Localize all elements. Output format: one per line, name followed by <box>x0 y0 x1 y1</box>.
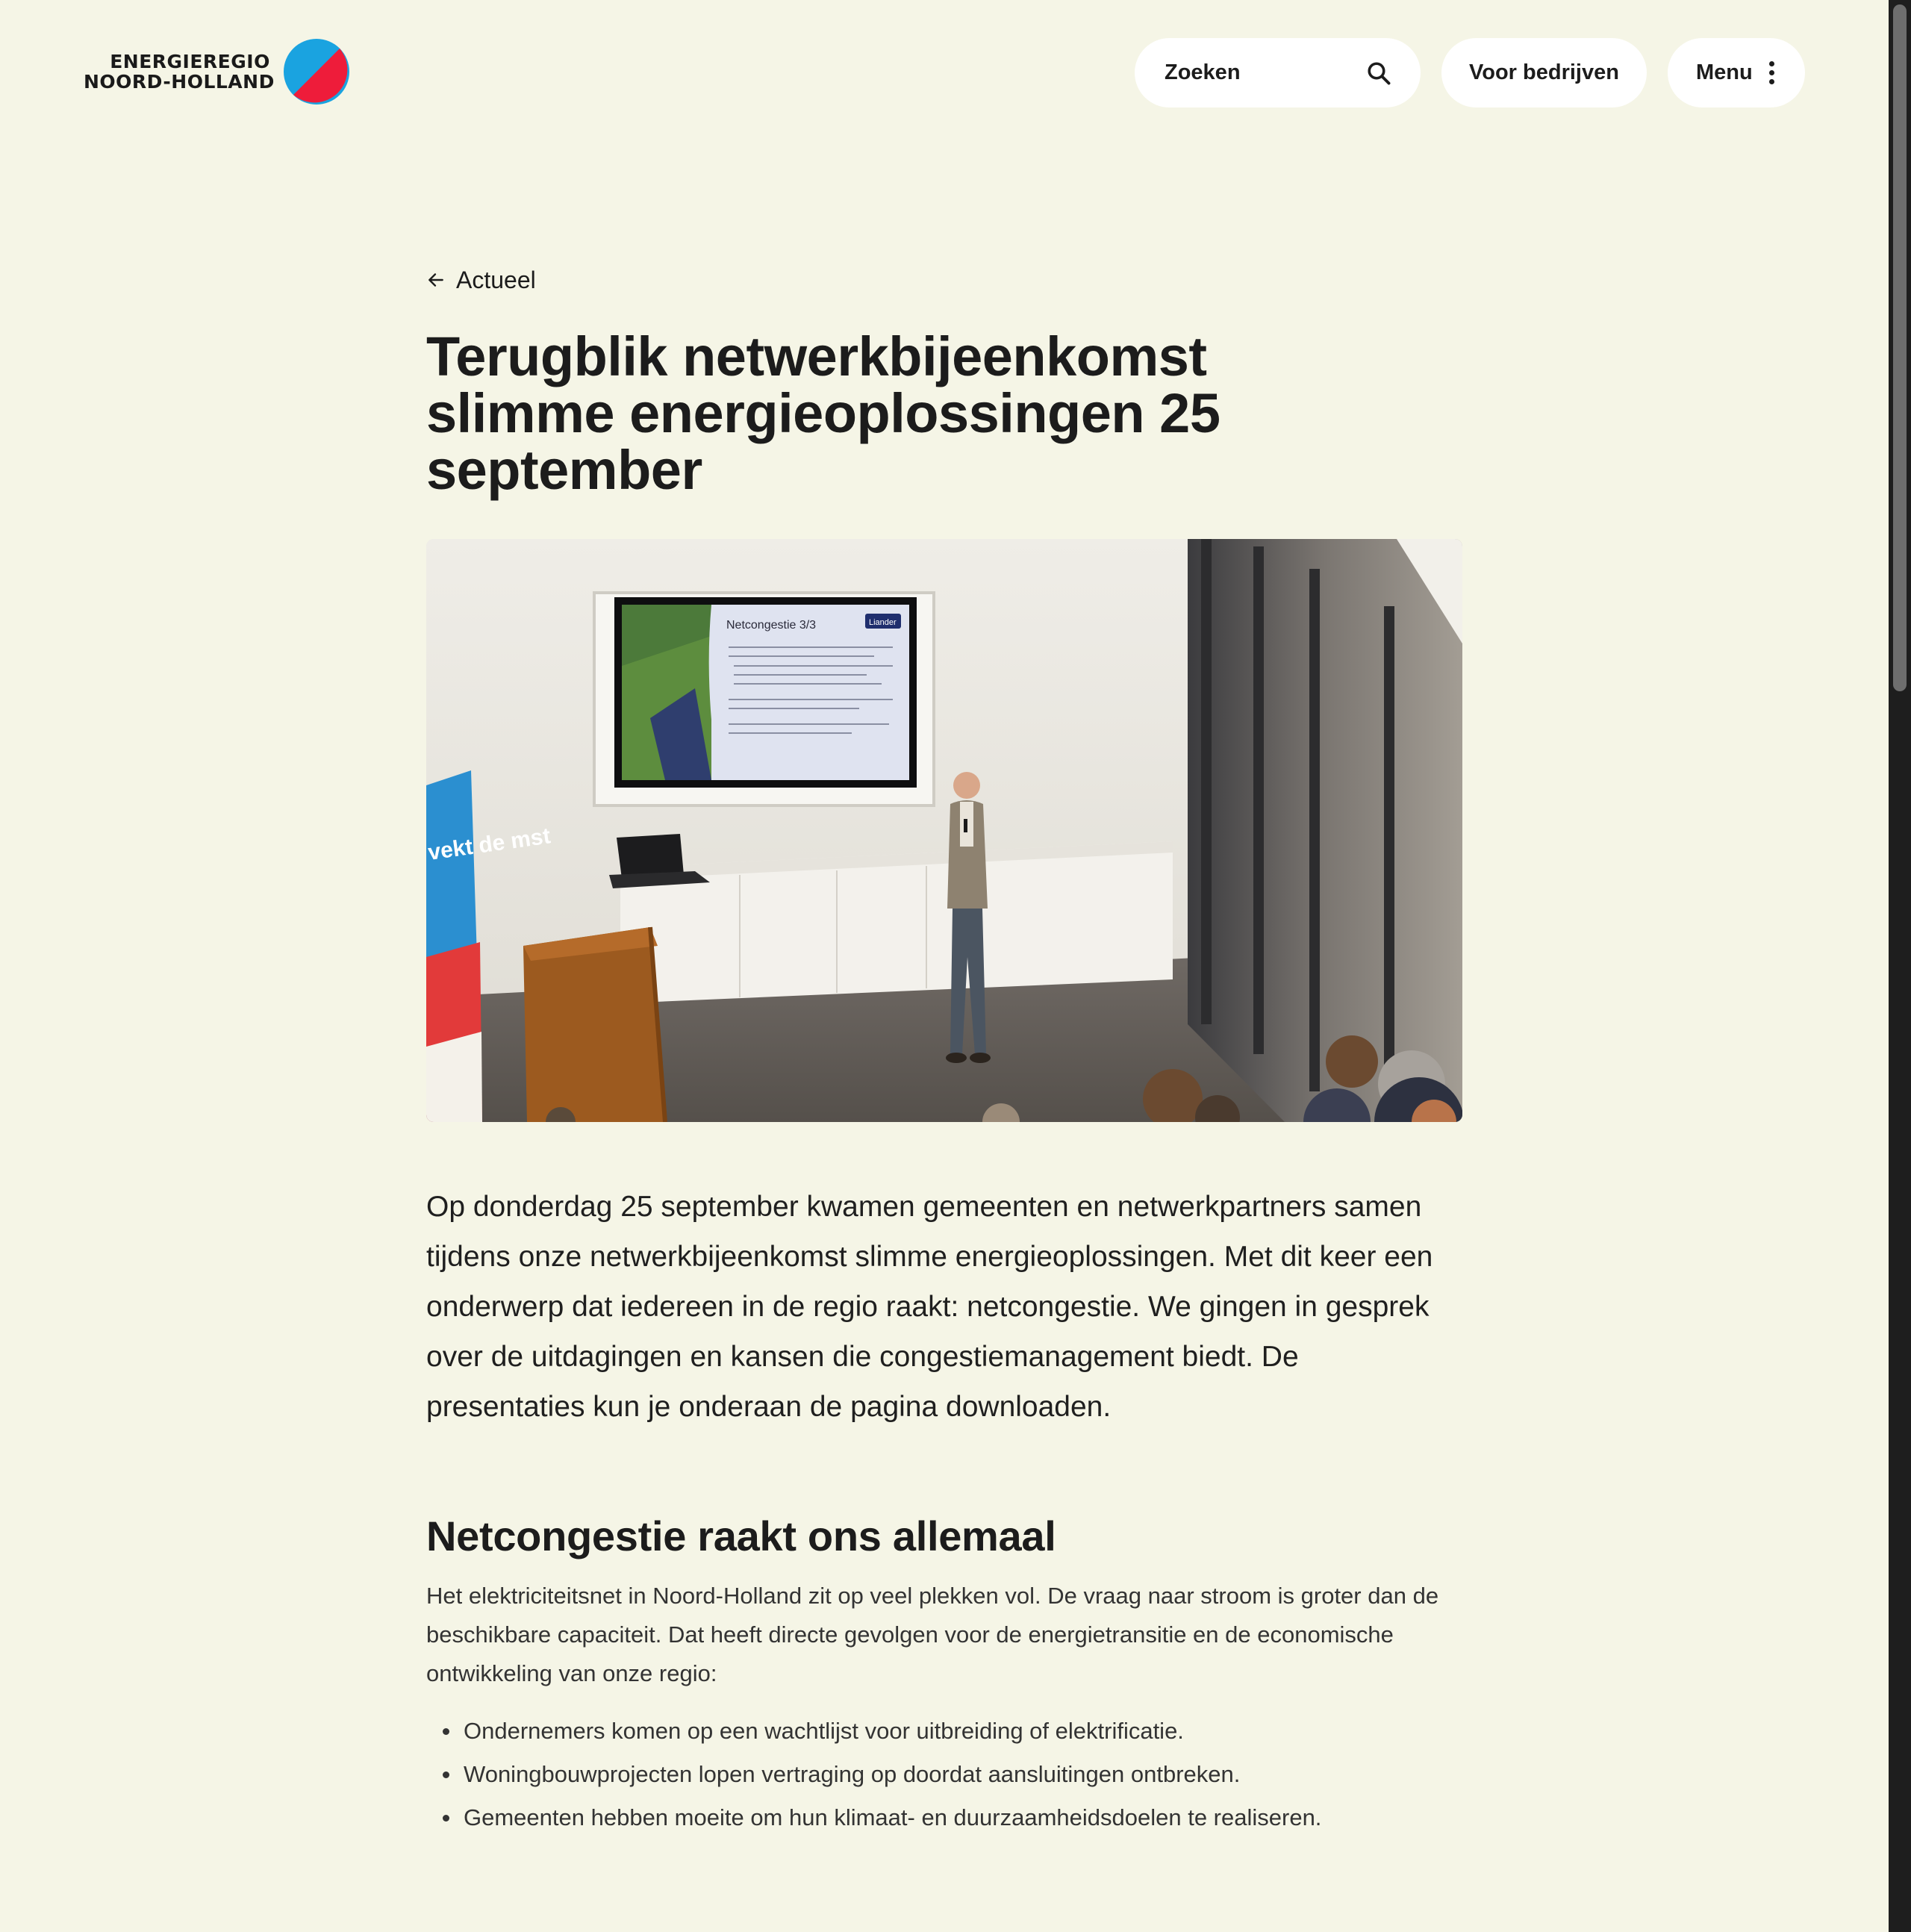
scrollbar-thumb[interactable] <box>1893 4 1907 691</box>
list-item: Gemeenten hebben moeite om hun klimaat- en duurzaamheidsdoelen te realiseren. <box>426 1796 1462 1839</box>
back-link-label: Actueel <box>456 266 536 293</box>
menu-label: Menu <box>1696 60 1753 84</box>
arrow-left-icon <box>426 270 446 290</box>
logo-line-2: NOORD-HOLLAND <box>84 71 275 93</box>
search-label: Zoeken <box>1165 60 1241 84</box>
list-item: Woningbouwprojecten lopen vertraging op doordat aansluitingen ontbreken. <box>426 1753 1462 1796</box>
banner-text: vekt de mst <box>426 823 552 865</box>
search-button[interactable] <box>1135 38 1421 107</box>
logo-line-1: ENERGIEREGIO <box>110 51 270 72</box>
article <box>426 265 1462 1839</box>
event-photo <box>426 539 1462 1122</box>
logo-wordmark <box>84 52 275 92</box>
scrollbar[interactable] <box>1889 0 1911 1932</box>
search-icon <box>1365 60 1392 87</box>
slide-title: Netcongestie 3/3 <box>726 619 817 632</box>
slide-brand: Liander <box>869 618 897 627</box>
business-label: Voor bedrijven <box>1469 60 1619 84</box>
business-button[interactable] <box>1441 38 1647 107</box>
section-text: Het elektriciteitsnet in Noord-Holland zit op veel plekken vol. De vraag naar stroom is groter dan de beschikbare capaciteit. Dat heeft directe gevolgen voor de energietransitie en de economische ontwikkeling van onze regio: <box>426 1583 1439 1686</box>
hero-image <box>426 539 1462 1122</box>
logo-circle-icon <box>284 39 349 105</box>
site-logo[interactable] <box>84 39 349 105</box>
menu-button[interactable] <box>1668 38 1805 107</box>
intro-text: Op donderdag 25 september kwamen gemeenten en netwerkpartners samen tijdens onze netwerkbijeenkomst slimme energieoplossingen. Met dit keer een onderwerp dat iedereen in de regio raakt: netcongestie. We gingen in gesprek over de uitdagingen en kansen die congestiemanagement biedt. De presentaties kun je onderaan de pagina downloaden. <box>426 1191 1433 1423</box>
section-heading: Netcongestie raakt ons allemaal <box>426 1512 1056 1559</box>
more-vertical-icon <box>1769 61 1774 84</box>
list-item: Ondernemers komen op een wachtlijst voor uitbreiding of elektrificatie. <box>426 1710 1462 1753</box>
back-link[interactable] <box>426 265 1462 295</box>
site-header <box>0 0 1889 149</box>
bullet-list <box>426 1710 1462 1839</box>
page-title: Terugblik netwerkbijeenkomst slimme energieoplossingen 25 september <box>426 325 1221 501</box>
